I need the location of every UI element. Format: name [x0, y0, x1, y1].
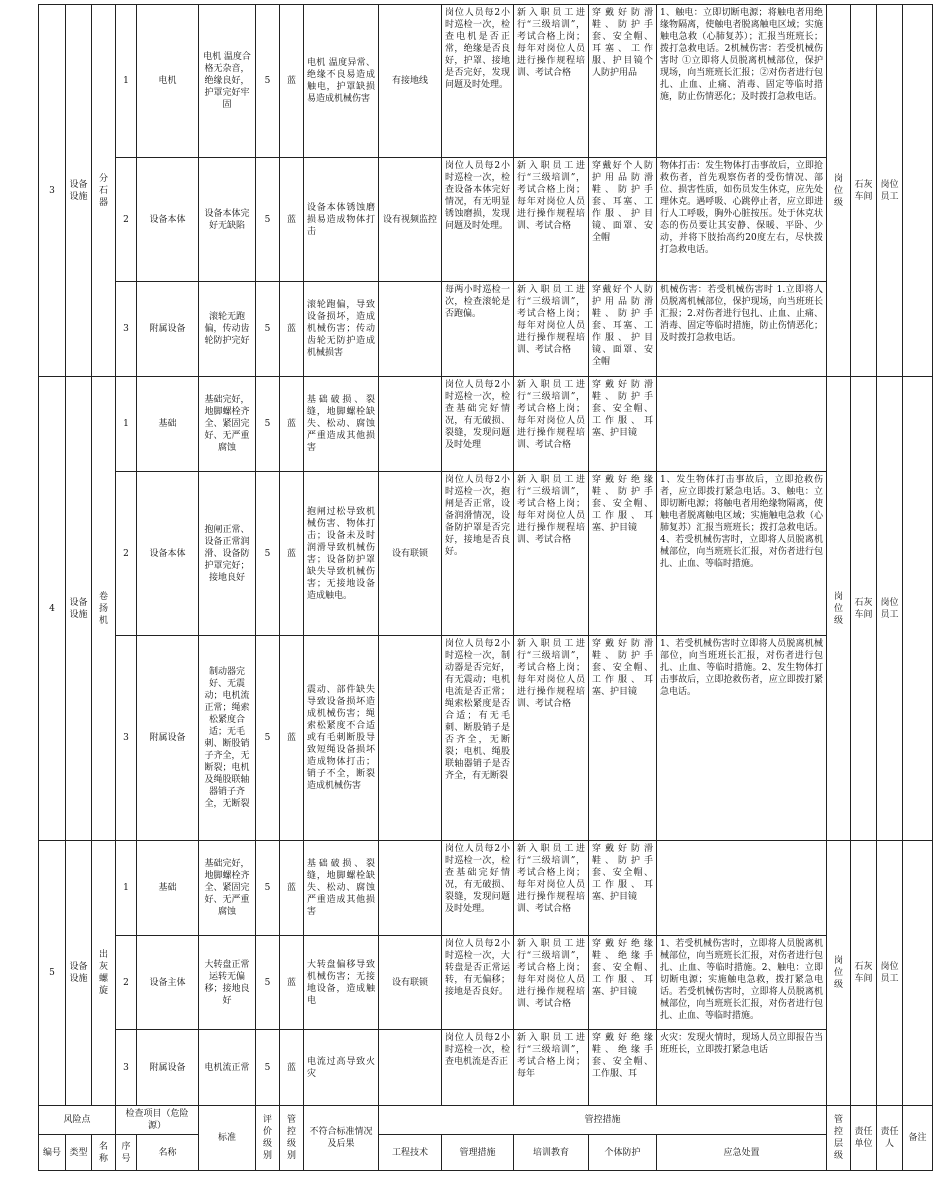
personal-protection: 穿戴好绝缘鞋、防护手套、安全帽、工作服、耳塞、护目镜	[589, 472, 657, 636]
management-measure: 每两小时巡检一次，检查滚轮是否跑偏。	[442, 282, 514, 377]
nonconform-consequence: 滚轮跑偏，导致设备损坏，造成机械伤害；传动齿轮无防护造成机械损害	[304, 282, 379, 377]
item-name: 基础	[137, 841, 199, 936]
risk-point-type: 设备设施	[66, 5, 92, 377]
hdr-tech: 工程技术	[379, 1135, 442, 1171]
risk-point-name: 分石器	[92, 5, 116, 377]
engineering-tech	[379, 1030, 442, 1106]
table-body	[39, 5, 933, 1106]
item-standard: 基础完好，地脚螺栓齐全、紧固完好、无严重腐蚀	[199, 377, 256, 472]
emergency-response: 1、发生物体打击事故后，立即抢救伤者，应立即拨打紧急电话。3、触电：立即切断电源；将触电者用绝缘物隔离，使触电者脱离触电区域；实施触电急救（心肺复苏）汇报当班班长；拨打急救电话。4、若受机械伤害时，立即将人员脱离机械部位，向当班班长汇报，对伤者进行包扎、止血、等临时措施。	[657, 472, 827, 636]
ctrl-grade: 蓝	[280, 282, 304, 377]
ctrl-grade: 蓝	[280, 841, 304, 936]
engineering-tech: 设有视频监控	[379, 158, 442, 282]
personal-protection: 穿戴好个人防护用品防滑鞋、防护手套、耳塞、工作服、护目镜、面罩、安全帽	[589, 282, 657, 377]
hdr-check-item: 检查项目（危险源）	[116, 1106, 199, 1135]
hdr-remark: 备注	[903, 1106, 933, 1171]
training-education: 新入职员工进行“三级培训”，考试合格上岗；每年对岗位人员进行操作规程培训、考试合格	[514, 377, 589, 472]
item-standard: 基础完好，地脚螺栓齐全、紧固完好、无严重腐蚀	[199, 841, 256, 936]
item-seq: 2	[116, 472, 137, 636]
training-education: 新入职员工进行“三级培训”，考试合格上岗；每年对岗位人员进行操作规程培训、考试合格	[514, 472, 589, 636]
hdr-ctrl-level: 管控层级	[827, 1106, 851, 1171]
hdr-item-name: 名称	[137, 1135, 199, 1171]
hdr-resp-person: 责任人	[877, 1106, 903, 1171]
hdr-measures: 管控措施	[379, 1106, 827, 1135]
eval-grade: 5	[256, 377, 280, 472]
item-standard: 电机 温度合格无杂音，绝缘良好，护罩完好牢固	[199, 5, 256, 158]
nonconform-consequence: 基础破损、裂缝，地脚螺栓缺失、松动、腐蚀严重造成其他损害	[304, 841, 379, 936]
item-name: 附属设备	[137, 636, 199, 841]
personal-protection: 穿戴好防滑鞋、防护手套、安全帽、工作服、耳塞、护目镜	[589, 636, 657, 841]
responsible-unit: 石灰车间	[851, 841, 877, 1106]
management-measure: 岗位人员每2小时巡检一次，抱闸是否正常，设备润滑情况，设备防护罩是否完好，接地是否良好。	[442, 472, 514, 636]
responsible-person: 岗位员工	[877, 841, 903, 1106]
emergency-response	[657, 377, 827, 472]
item-standard: 设备本体完好无缺陷	[199, 158, 256, 282]
emergency-response: 1、若受机械伤害时立即将人员脱离机械部位，向当班班长汇报，对伤者进行包扎、止血、等临时措施。2、发生物体打击事故后，立即抢救伤者，应立即拨打紧急电话。	[657, 636, 827, 841]
hdr-standard: 标准	[199, 1106, 256, 1171]
management-measure: 岗位人员每2小时巡检一次，检查电机流是否正	[442, 1030, 514, 1106]
personal-protection: 穿戴好防滑鞋、防护手套、安全帽、耳塞、工作服、护目镜个人防护用品	[589, 5, 657, 158]
responsible-person: 岗位员工	[877, 377, 903, 841]
management-measure: 岗位人员每2小时巡检一次，检查设备本体完好情况，有无明显锈蚀磨损，发现问题及时处理。	[442, 158, 514, 282]
table-row	[39, 158, 933, 282]
item-seq: 3	[116, 282, 137, 377]
hdr-no: 编号	[39, 1135, 66, 1171]
table-row	[39, 472, 933, 636]
risk-point-name: 出灰螺旋	[92, 841, 116, 1106]
risk-point-no: 3	[39, 5, 66, 377]
remark	[903, 5, 933, 377]
item-seq: 3	[116, 636, 137, 841]
training-education: 新入职员工进行“三级培训”，考试合格上岗；每年对岗位人员进行操作规程培训、考试合格	[514, 636, 589, 841]
responsible-person: 岗位员工	[877, 5, 903, 377]
table-footer-header	[39, 1106, 933, 1171]
risk-control-table	[38, 4, 933, 1171]
item-seq: 3	[116, 1030, 137, 1106]
training-education: 新入职员工进行“三级培训”，考试合格上岗；每年	[514, 1030, 589, 1106]
control-level: 岗位级	[827, 5, 851, 377]
hdr-risk-point: 风险点	[39, 1106, 116, 1135]
item-name: 附属设备	[137, 282, 199, 377]
nonconform-consequence: 大转盘偏移导致机械伤害；无接地设备，造成触电	[304, 936, 379, 1030]
item-seq: 1	[116, 841, 137, 936]
ctrl-grade: 蓝	[280, 5, 304, 158]
personal-protection: 穿戴好防滑鞋、防护手套、安全帽、工作服、耳塞、护目镜	[589, 841, 657, 936]
item-name: 附属设备	[137, 1030, 199, 1106]
eval-grade: 5	[256, 5, 280, 158]
emergency-response: 1、触电：立即切断电源；将触电者用绝缘物隔离，使触电者脱离触电区域；实施触电急救（心肺复苏）；汇报当班班长；拨打急救电话。2机械伤害：若受机械伤害时 ①立即将人员脱离机械部位，保护现场，向当班班长汇报；②对伤者进行包扎、止血、止痛、消毒、固定等临时措施，防止伤情恶化；及时拨打急救电话。	[657, 5, 827, 158]
engineering-tech: 有接地线	[379, 5, 442, 158]
table-row	[39, 282, 933, 377]
eval-grade: 5	[256, 841, 280, 936]
table-row	[39, 636, 933, 841]
hdr-name: 名称	[92, 1135, 116, 1171]
item-standard: 大转盘正常运转无偏移；接地良好	[199, 936, 256, 1030]
training-education: 新入职员工进行“三级培训”，考试合格上岗；每年对岗位人员进行操作规程培训、考试合格	[514, 158, 589, 282]
eval-grade: 5	[256, 282, 280, 377]
engineering-tech: 设有联锁	[379, 472, 442, 636]
item-standard: 滚轮无跑偏，传动齿轮防护完好	[199, 282, 256, 377]
ctrl-grade: 蓝	[280, 377, 304, 472]
risk-point-no: 4	[39, 377, 66, 841]
nonconform-consequence: 震动、部件缺失导致设备损坏造成机械伤害；绳索松紧度不合适或有毛刺断股导致短绳设备损坏造成物体打击；销子不全，断裂造成机械伤害	[304, 636, 379, 841]
personal-protection: 穿戴好个人防护用品防滑鞋、防护手套、耳塞、工作服、护目镜、面罩、安全帽	[589, 158, 657, 282]
ctrl-grade: 蓝	[280, 636, 304, 841]
item-name: 设备本体	[137, 472, 199, 636]
eval-grade: 5	[256, 936, 280, 1030]
engineering-tech: 设有联锁	[379, 936, 442, 1030]
item-seq: 1	[116, 5, 137, 158]
engineering-tech	[379, 636, 442, 841]
item-seq: 2	[116, 158, 137, 282]
hdr-ppe: 个体防护	[589, 1135, 657, 1171]
training-education: 新入职员工进行“三级培训”，考试合格上岗；每年对岗位人员进行操作规程培训、考试合格	[514, 936, 589, 1030]
control-level: 岗位级	[827, 841, 851, 1106]
emergency-response: 1、若受机械伤害时，立即将人员脱离机械部位，向当班班长汇报，对伤者进行包扎、止血、等临时措施。2、触电：立即切断电源；实施触电急救，拨打紧急电话。若受机械伤害时，立即将人员脱离机械部位，向当班班长汇报，对伤者进行包扎、止血、等临时措施。	[657, 936, 827, 1030]
hdr-resp-unit: 责任单位	[851, 1106, 877, 1171]
item-name: 设备主体	[137, 936, 199, 1030]
ctrl-grade: 蓝	[280, 936, 304, 1030]
training-education: 新入职员工进行“三级培训”，考试合格上岗；每年对岗位人员进行操作规程培训、考试合格	[514, 841, 589, 936]
nonconform-consequence: 电机 温度异常、绝缘不良易造成触电，护罩缺损易造成机械伤害	[304, 5, 379, 158]
item-standard: 抱闸正常、设备正常润滑、设备防护罩完好；接地良好	[199, 472, 256, 636]
eval-grade: 5	[256, 636, 280, 841]
table-row	[39, 5, 933, 158]
personal-protection: 穿戴好防滑鞋、防护手套、安全帽、工作服、耳塞、护目镜	[589, 377, 657, 472]
remark	[903, 841, 933, 1106]
responsible-unit: 石灰车间	[851, 5, 877, 377]
emergency-response: 机械伤害：若受机械伤害时 1.立即将人员脱离机械部位，保护现场，向当班班长汇报；2.对伤者进行包扎、止血、止痛、消毒、固定等临时措施，防止伤情恶化；及时拨打急救电话。	[657, 282, 827, 377]
item-seq: 2	[116, 936, 137, 1030]
nonconform-consequence: 设备本体锈蚀磨损易造成物体打击	[304, 158, 379, 282]
risk-point-name: 卷扬机	[92, 377, 116, 841]
emergency-response: 物体打击：发生物体打击事故后，立即抢救伤者，首先观察伤者的受伤情况、部位、损害性质，如伤员发生休克，应先处理休克。遇呼吸、心跳停止者，应立即进行人工呼吸，胸外心脏按压。处于休克状态的伤员要让其安静、保暖、平卧、少动，并将下肢抬高约20度左右，尽快拨打急救电话。	[657, 158, 827, 282]
personal-protection: 穿戴好绝缘鞋、绝缘手套、安全帽、工作服、耳	[589, 1030, 657, 1106]
engineering-tech	[379, 841, 442, 936]
item-name: 电机	[137, 5, 199, 158]
management-measure: 岗位人员每2小时巡检一次，制动器是否完好，有无震动；电机电流是否正常；绳索松紧度是否合适；有无毛刺、断股销子是否齐全，无断裂；电机、绳股联轴器销子是否齐全，有无断裂	[442, 636, 514, 841]
hdr-mgmt: 管理措施	[442, 1135, 514, 1171]
item-name: 设备本体	[137, 158, 199, 282]
table-row	[39, 936, 933, 1030]
risk-point-no: 5	[39, 841, 66, 1106]
management-measure: 岗位人员每2小时巡检一次，检查电机是否正常，绝缘是否良好，护罩、接地是否完好，发现问题及时处理。	[442, 5, 514, 158]
hdr-nonconform: 不符合标准情况及后果	[304, 1106, 379, 1171]
ctrl-grade: 蓝	[280, 1030, 304, 1106]
management-measure: 岗位人员每2小时巡检一次，检查基础完好情况，有无破损、裂缝，发现问题及时处理	[442, 377, 514, 472]
risk-point-type: 设备设施	[66, 377, 92, 841]
table-row	[39, 1030, 933, 1106]
item-seq: 1	[116, 377, 137, 472]
remark	[903, 377, 933, 841]
hdr-train: 培训教育	[514, 1135, 589, 1171]
emergency-response: 火灾：发现火情时，现场人员立即报告当班班长，立即拨打紧急电话	[657, 1030, 827, 1106]
control-level: 岗位级	[827, 377, 851, 841]
training-education: 新入职员工进行“三级培训”，考试合格上岗；每年对岗位人员进行操作规程培训、考试合格	[514, 5, 589, 158]
responsible-unit: 石灰车间	[851, 377, 877, 841]
eval-grade: 5	[256, 472, 280, 636]
hdr-type: 类型	[66, 1135, 92, 1171]
ctrl-grade: 蓝	[280, 158, 304, 282]
item-standard: 制动器完好、无震动；电机流正常；绳索松紧度合适；无毛刺、断股销子齐全，无断裂；电机及绳股联轴器销子齐全，无断裂	[199, 636, 256, 841]
training-education: 新入职员工进行“三级培训”，考试合格上岗；每年对岗位人员进行操作规程培训、考试合格	[514, 282, 589, 377]
hdr-emergency: 应急处置	[657, 1135, 827, 1171]
personal-protection: 穿戴好绝缘鞋、绝缘手套、安全帽、工作服、耳塞、护目镜	[589, 936, 657, 1030]
risk-point-type: 设备设施	[66, 841, 92, 1106]
management-measure: 岗位人员每2小时巡检一次，检查基础完好情况，有无破损、裂缝，发现问题及时处理。	[442, 841, 514, 936]
ctrl-grade: 蓝	[280, 472, 304, 636]
engineering-tech	[379, 282, 442, 377]
hdr-seq: 序号	[116, 1135, 137, 1171]
eval-grade: 5	[256, 1030, 280, 1106]
table-row	[39, 841, 933, 936]
item-standard: 电机流正常	[199, 1030, 256, 1106]
nonconform-consequence: 抱闸过松导致机械伤害、物体打击；设备未及时润滑导致机械伤害；设备防护罩缺失导致机械伤害；无接地设备造成触电。	[304, 472, 379, 636]
management-measure: 岗位人员每2小时巡检一次，大转盘是否正常运转，有无偏移；接地是否良好。	[442, 936, 514, 1030]
nonconform-consequence: 电流过高导致火灾	[304, 1030, 379, 1106]
eval-grade: 5	[256, 158, 280, 282]
hdr-ctrl-grade: 管控级别	[280, 1106, 304, 1171]
table-row	[39, 377, 933, 472]
emergency-response	[657, 841, 827, 936]
hdr-eval-grade: 评价级别	[256, 1106, 280, 1171]
nonconform-consequence: 基础破损、裂缝，地脚螺栓缺失、松动、腐蚀严重造成其他损害	[304, 377, 379, 472]
engineering-tech	[379, 377, 442, 472]
item-name: 基础	[137, 377, 199, 472]
